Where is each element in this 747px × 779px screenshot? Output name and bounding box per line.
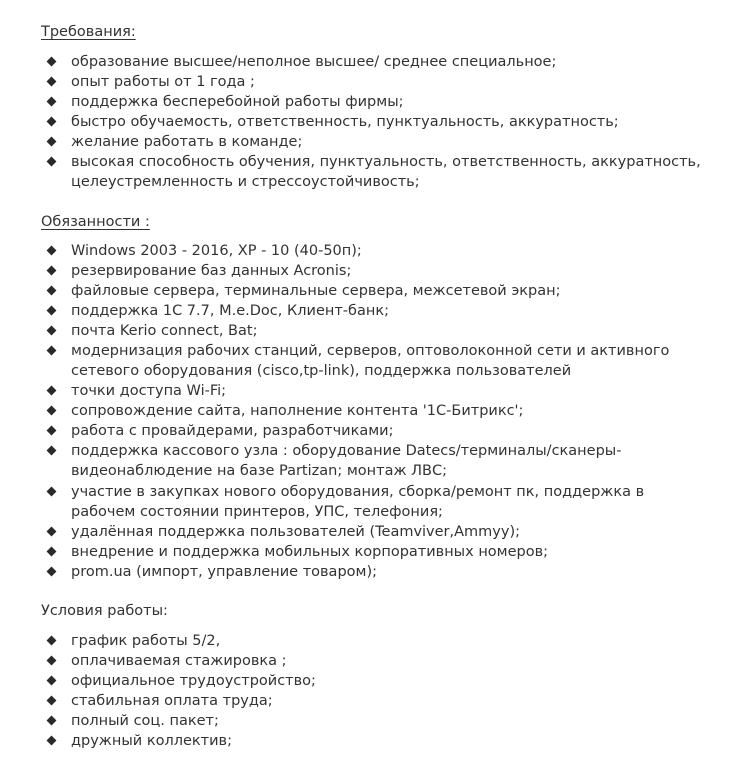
requirement-item — [48, 152, 728, 192]
duty-item — [48, 482, 728, 522]
duty-item — [48, 261, 728, 281]
diamond-bullet-icon — [47, 57, 57, 67]
diamond-bullet-icon — [47, 97, 57, 107]
diamond-bullet-icon — [47, 636, 57, 646]
condition-item-text: график работы 5/2, — [71, 633, 221, 649]
duty-item-text: файловые сервера, терминальные сервера, межсетевой экран; — [71, 283, 561, 299]
condition-item-text: полный соц. пакет; — [71, 713, 219, 729]
diamond-bullet-icon — [47, 157, 57, 167]
requirement-item-text: быстро обучаемость, ответственность, пунктуальность, аккуратность; — [71, 114, 619, 130]
diamond-bullet-icon — [47, 77, 57, 87]
duty-item-text: модернизация рабочих станций, серверов, оптоволоконной сети и активного сетевого оборудования (cisco,tp-link), поддержка пользователей — [71, 343, 670, 379]
requirements-heading: Требования: — [41, 24, 136, 40]
duties-heading: Обязанности : — [41, 214, 150, 230]
diamond-bullet-icon — [47, 246, 57, 256]
diamond-bullet-icon — [47, 736, 57, 746]
diamond-bullet-icon — [47, 527, 57, 537]
diamond-bullet-icon — [47, 306, 57, 316]
diamond-bullet-icon — [47, 676, 57, 686]
requirement-item-text: желание работать в команде; — [71, 134, 303, 150]
duty-item — [48, 522, 728, 542]
duty-item — [48, 341, 728, 381]
duty-item — [48, 421, 728, 441]
duty-item-text: удалённая поддержка пользователей (Teamviver,Ammyy); — [71, 524, 521, 540]
conditions-heading: Условия работы: — [41, 603, 168, 619]
duty-item-text: поддержка кассового узла : оборудование Datecs/терминалы/сканеры- видеонаблюдение на базе Partizan; монтаж ЛВС; — [71, 443, 622, 479]
condition-item-text: оплачиваемая стажировка ; — [71, 653, 287, 669]
duty-item — [48, 241, 728, 261]
duty-item-text: внедрение и поддержка мобильных корпоративных номеров; — [71, 544, 549, 560]
condition-item — [48, 731, 728, 751]
diamond-bullet-icon — [47, 656, 57, 666]
diamond-bullet-icon — [47, 547, 57, 557]
condition-item-text: стабильная оплата труда; — [71, 693, 273, 709]
diamond-bullet-icon — [47, 567, 57, 577]
diamond-bullet-icon — [47, 346, 57, 356]
diamond-bullet-icon — [47, 137, 57, 147]
requirement-item — [48, 52, 728, 72]
condition-item — [48, 711, 728, 731]
diamond-bullet-icon — [47, 696, 57, 706]
diamond-bullet-icon — [47, 446, 57, 456]
diamond-bullet-icon — [47, 426, 57, 436]
requirement-item-text: поддержка бесперебойной работы фирмы; — [71, 94, 404, 110]
requirement-item — [48, 72, 728, 92]
diamond-bullet-icon — [47, 406, 57, 416]
duty-item-text: prom.ua (импорт, управление товаром); — [71, 564, 378, 580]
duty-item-text: резервирование баз данных Acronis; — [71, 263, 352, 279]
duty-item-text: точки доступа Wi-Fi; — [71, 383, 227, 399]
diamond-bullet-icon — [47, 266, 57, 276]
requirement-item-text: опыт работы от 1 года ; — [71, 74, 255, 90]
diamond-bullet-icon — [47, 487, 57, 497]
duty-item — [48, 321, 728, 341]
duty-item-text: почта Kerio connect, Bat; — [71, 323, 258, 339]
duty-item-text: работа с провайдерами, разработчиками; — [71, 423, 394, 439]
duty-item — [48, 281, 728, 301]
condition-item — [48, 691, 728, 711]
duty-item-text: участие в закупках нового оборудования, сборка/ремонт пк, поддержка в рабочем состоянии принтеров, УПС, телефония; — [71, 484, 645, 520]
duty-item-text: сопровождение сайта, наполнение контента '1С-Битрикс'; — [71, 403, 524, 419]
condition-item — [48, 651, 728, 671]
requirement-item — [48, 132, 728, 152]
diamond-bullet-icon — [47, 716, 57, 726]
duty-item — [48, 562, 728, 582]
requirement-item — [48, 112, 728, 132]
condition-item-text: дружный коллектив; — [71, 733, 232, 749]
condition-item — [48, 671, 728, 691]
requirement-item — [48, 92, 728, 112]
duty-item — [48, 441, 728, 481]
condition-item-text: официальное трудоустройство; — [71, 673, 316, 689]
duty-item — [48, 401, 728, 421]
duty-item — [48, 542, 728, 562]
requirement-item-text: высокая способность обучения, пунктуальность, ответственность, аккуратность, целеустремленность и стрессоустойчивость; — [71, 154, 701, 190]
diamond-bullet-icon — [47, 386, 57, 396]
diamond-bullet-icon — [47, 286, 57, 296]
duty-item-text: Windows 2003 - 2016, XP - 10 (40-50п); — [71, 243, 362, 259]
diamond-bullet-icon — [47, 326, 57, 336]
requirement-item-text: образование высшее/неполное высшее/ среднее специальное; — [71, 54, 557, 70]
duty-item — [48, 381, 728, 401]
diamond-bullet-icon — [47, 117, 57, 127]
duty-item — [48, 301, 728, 321]
condition-item — [48, 631, 728, 651]
duty-item-text: поддержка 1С 7.7, M.e.Doc, Клиент-банк; — [71, 303, 389, 319]
